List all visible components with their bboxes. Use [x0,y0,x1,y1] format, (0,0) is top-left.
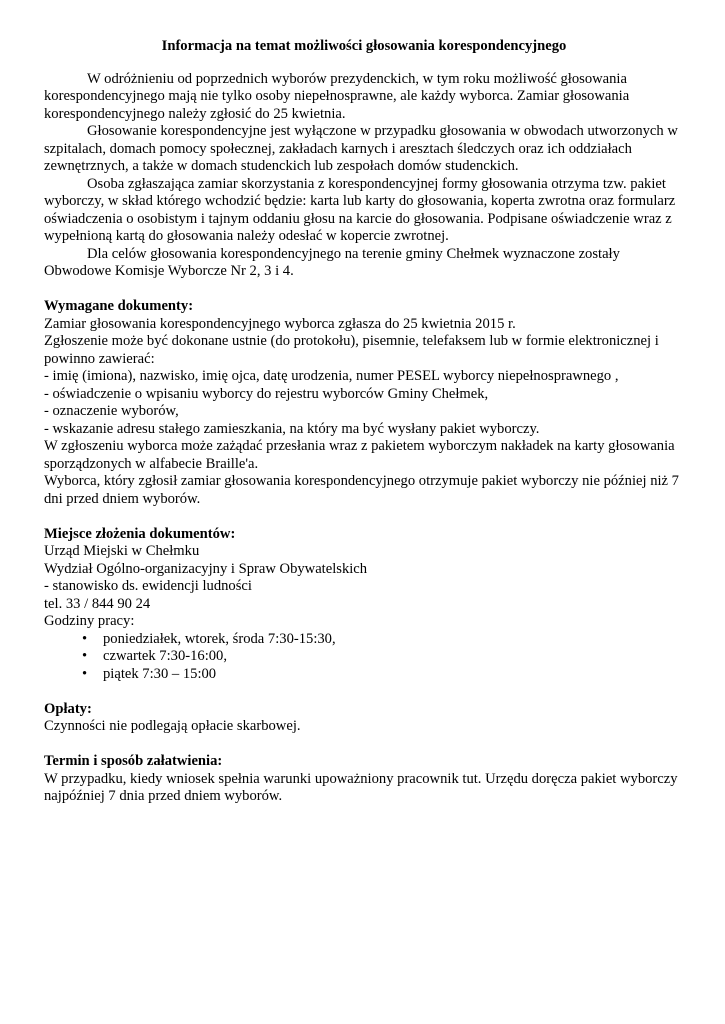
office-hours-item: • czwartek 7:30-16:00, [90,648,684,666]
documents-line: - wskazanie adresu stałego zamieszkania, na który ma być wysłany pakiet wyborczy. [44,420,540,437]
fees-text: Czynności nie podlegają opłacie skarbowej. [44,718,301,734]
fees-heading: Opłaty: [44,700,92,717]
documents-line: W zgłoszeniu wyborca może zażądać przesłania wraz z pakietem wyborczym nakładek na karty głosowania sporządzonych w alfabecie Braille'a. [44,438,675,472]
documents-line: - imię (imiona), nazwisko, imię ojca, datę urodzenia, numer PESEL wyborcy niepełnosprawnego , [44,368,619,384]
office-hours-item: • piątek 7:30 – 15:00 [90,666,684,684]
documents-line: Zamiar głosowania korespondencyjnego wyborca zgłasza do 25 kwietnia 2015 r. [44,315,516,332]
intro-paragraph-4: Dla celów głosowania korespondencyjnego na terenie gminy Chełmek wyznaczone zostały Obwodowe Komisje Wyborcze Nr 2, 3 i 4. [44,245,620,279]
desk-name: - stanowisko ds. ewidencji ludności [44,578,252,594]
document-title: Informacja na temat możliwości głosowania korespondencyjnego [161,38,567,54]
documents-line: - oznaczenie wyborów, [44,403,179,419]
office-hours-item: • poniedziałek, wtorek, środa 7:30-15:30, [90,631,684,649]
deadline-heading: Termin i sposób załatwienia: [44,753,223,769]
documents-line: Zgłoszenie może być dokonane ustnie (do protokołu), pisemnie, telefaksem lub w formie elektronicznej i powinno zawierać: [44,333,659,367]
documents-line: - oświadczenie o wpisaniu wyborcy do rejestru wyborców Gminy Chełmek, [44,385,489,402]
intro-paragraph-2: Głosowanie korespondencyjne jest wyłączone w przypadku głosowania w obwodach utworzonych w szpitalach, domach pomocy społecznej, zakładach karnych i aresztach śledczych oraz ich oddziałach zewnętrznych, a także w domach studenckich lub zespołach domów studenckich. [44,123,678,174]
phone-number: tel. 33 / 844 90 24 [44,595,151,612]
place-heading: Miejsce złożenia dokumentów: [44,525,236,542]
deadline-text: W przypadku, kiedy wniosek spełnia warunki upoważniony pracownik tut. Urzędu doręcza pakiet wyborczy najpóźniej 7 dnia przed dniem wyborów. [44,770,678,804]
documents-line: Wyborca, który zgłosił zamiar głosowania korespondencyjnego otrzymuje pakiet wyborczy nie później niż 7 dni przed dniem wyborów. [44,473,679,507]
hours-label: Godziny pracy: [44,613,135,629]
documents-heading: Wymagane dokumenty: [44,298,194,314]
office-hours-list [44,631,684,684]
document-page [44,38,684,806]
department-name: Wydział Ogólno-organizacyjny i Spraw Obywatelskich [44,560,368,577]
office-name: Urząd Miejski w Chełmku [44,543,200,559]
intro-paragraph-3: Osoba zgłaszająca zamiar skorzystania z korespondencyjnej formy głosowania otrzyma tzw. pakiet wyborczy, w skład którego wchodzić będzie: karta lub karty do głosowania, koperta zwrotna oraz formularz oświadczenia o osobistym i tajnym oddaniu głosu na karcie do głosowania. Podpisane oświadczenie wraz z wypełnioną kartą do głosowania należy odesłać w kopercie zwrotnej. [44,175,676,244]
intro-paragraph-1: W odróżnieniu od poprzednich wyborów prezydenckich, w tym roku możliwość głosowania korespondencyjnego mają nie tylko osoby niepełnosprawne, ale każdy wyborca. Zamiar głosowania korespondencyjnego należy zgłosić do 25 kwietnia. [44,70,630,122]
